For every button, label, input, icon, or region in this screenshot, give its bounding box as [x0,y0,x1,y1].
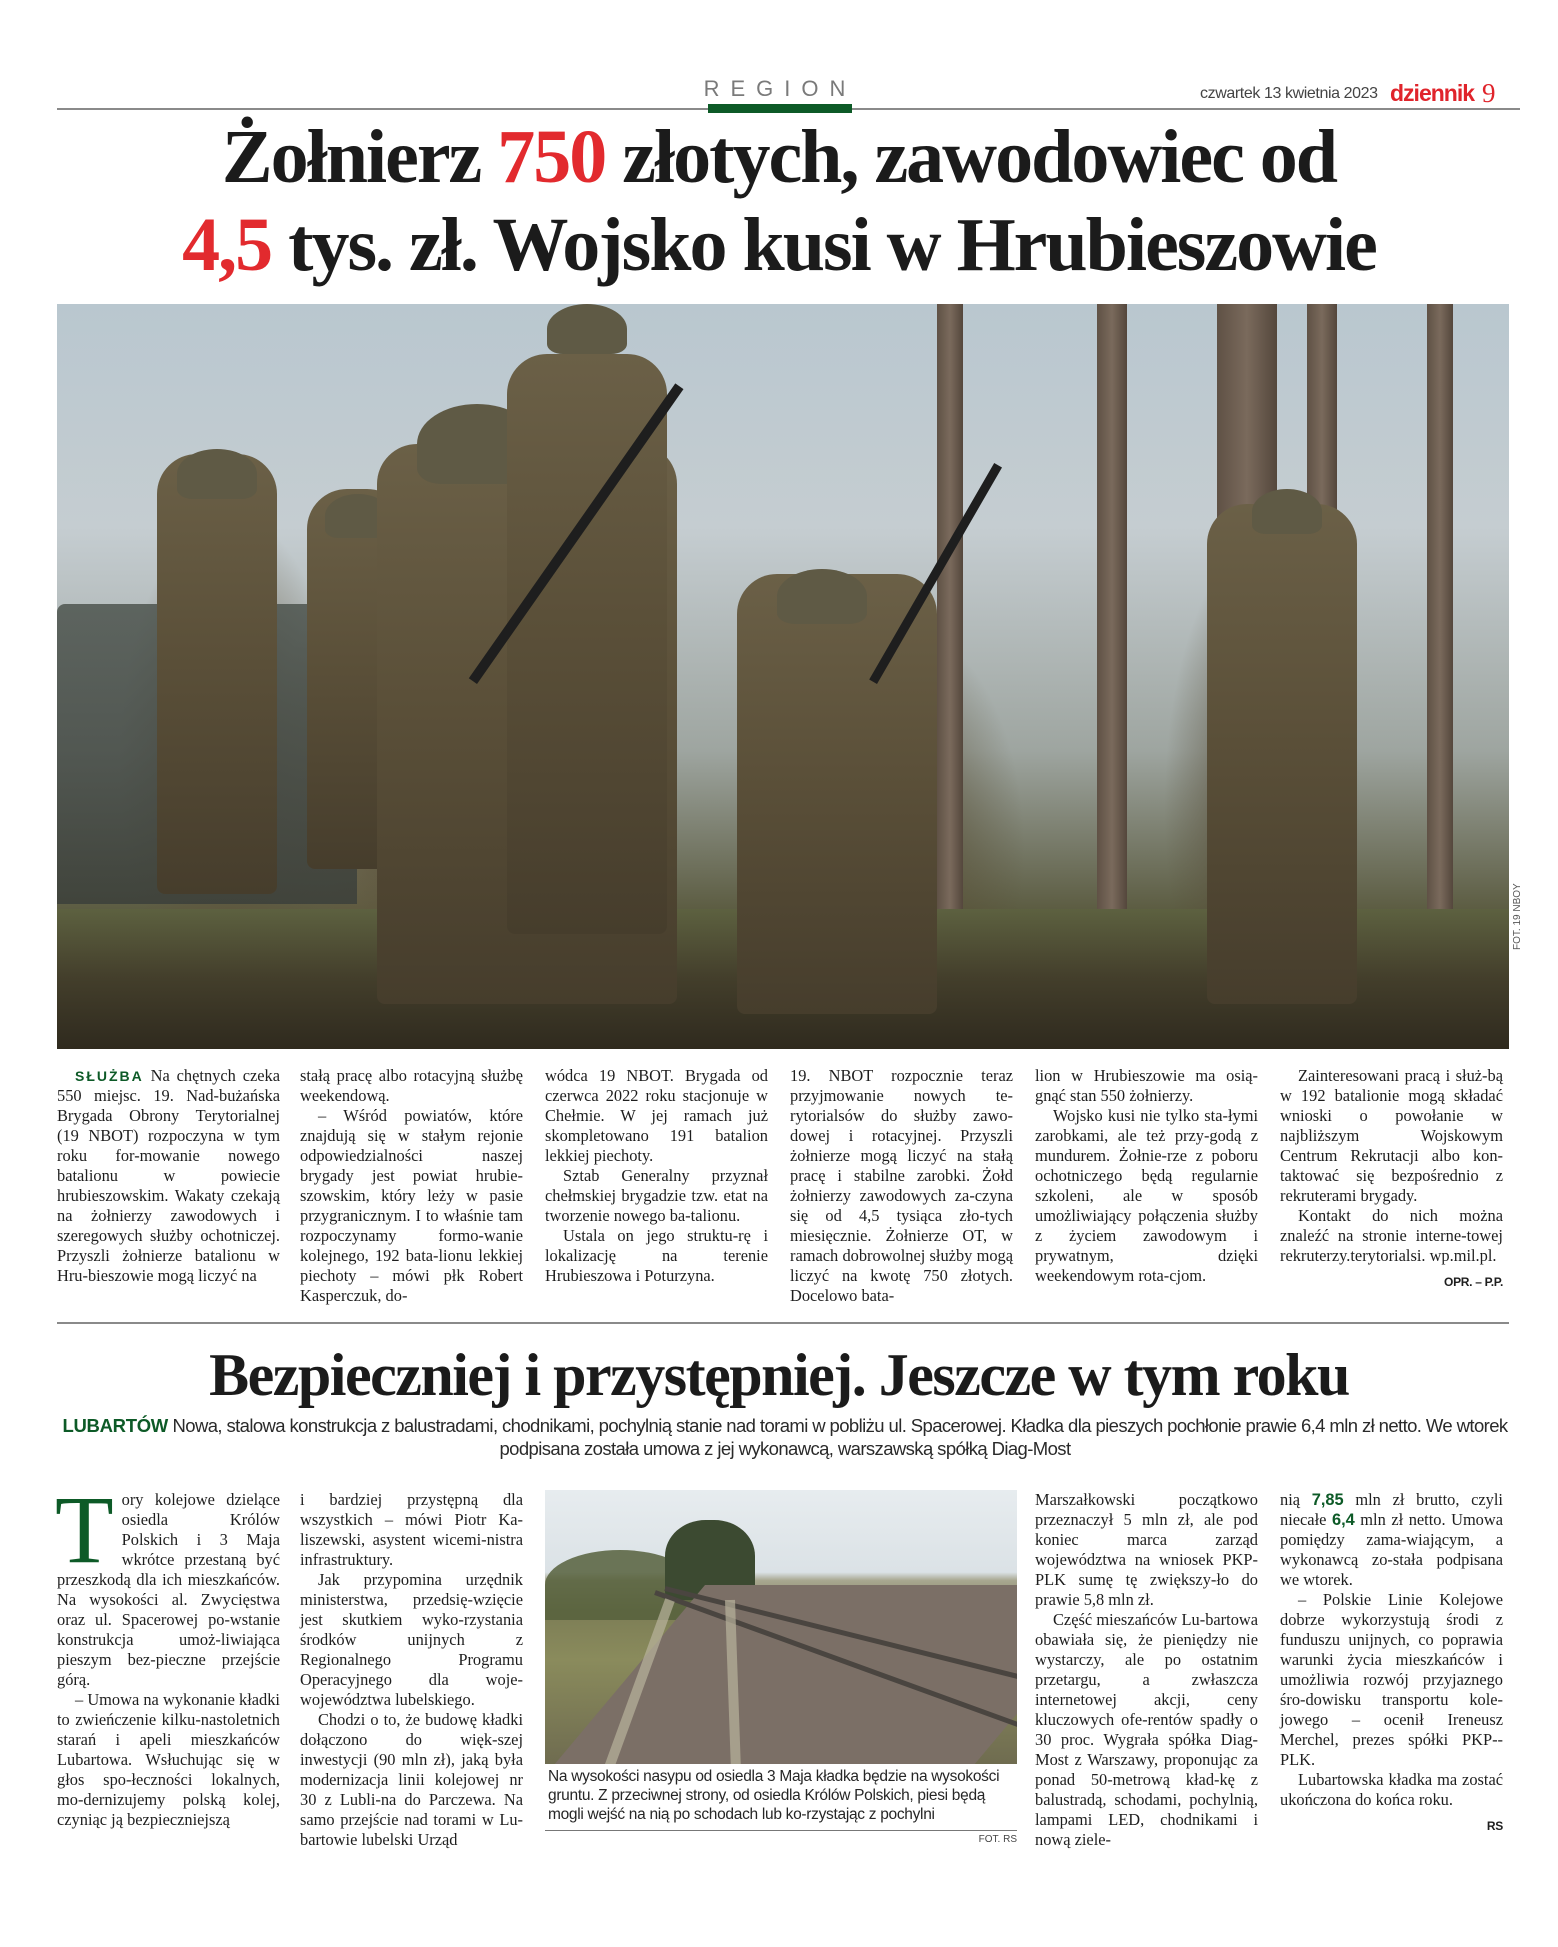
highlight-amount: 7,85 [1311,1491,1344,1509]
paragraph: Ustala on jego struktu-rę i lokalizację na terenie Hrubieszowa i Poturzyna. [545,1226,768,1285]
paragraph: lion w Hrubieszowie ma osią-gnąć stan 550 żołnierzy. [1035,1066,1258,1105]
article2-headline: Bezpieczniej i przystępniej. Jeszcze w tym roku [209,1342,1349,1408]
newspaper-logo: dziennik [1390,80,1475,106]
article1-headline-line1 [0,112,1558,202]
article2-column-3 [1035,1490,1258,1850]
issue-date: czwartek 13 kwietnia 2023 [1200,85,1378,102]
paragraph: – Umowa na wykonanie kładki to zwieńczenie kilku-nastoletnich starań i apeli mieszkańców Lubartowa. Wsłuchując się w głos spo-łeczności lokalnych, mo-dernizujemy polską kolej, czyniąc ją bezpieczniejszą [57,1690,280,1829]
author-signature: OPR. – P.P. [1444,1275,1503,1289]
paragraph: – Wśród powiatów, które znajdują się w stałym rejonie odpowiedzialności naszej brygady jest powiat hrubie-szowskim, który leży w pasie przygranicznym. I to właśnie tam rozpoczynamy formo-wanie kolejnego, 192 bata-lionu lekkiej piechoty – mówi płk Robert Kasperczuk, do- [300,1106,523,1305]
headline-text: Żołnierz [221,115,498,199]
article1-column-4 [790,1066,1013,1306]
article2-column-2 [300,1490,523,1850]
paragraph-text: nią [1280,1490,1312,1509]
paragraph: stałą pracę albo rotacyjną służbę weekendową. [300,1066,523,1105]
section-label: REGION [703,76,857,101]
railway-photo [545,1490,1017,1764]
paragraph: Zainteresowani pracą i służ-bą w 192 batalionie mogą składać wnioski o powołanie w najbliższym Wojskowym Centrum Rekrutacji albo kon-taktować się bezpośrednio z rekruterami brygady. [1280,1066,1503,1205]
paragraph-text: mln zł netto. Umowa pomiędzy zama-wiającym, a wykonawcą zo-stała podpisana we wtorek. [1280,1510,1503,1589]
article1-column-5 [1035,1066,1258,1286]
paragraph-text: ory kolejowe dzielące osiedla Królów Polskich i 3 Maja wkrótce przestaną być przeszkodą dla ich mieszkańców. Na wysokości al. Zwycięstwa oraz ul. Spacerowej po-wstanie konstrukcja umoż-liwiająca pieszym bez-pieczne przejście górą. [57,1490,280,1689]
highlight-amount: 6,4 [1331,1511,1355,1529]
paragraph [57,1066,280,1286]
article1-column-3 [545,1066,768,1286]
paragraph: wódca 19 NBOT. Brygada od czerwca 2022 roku stacjonuje w Chełmie. W jej ramach już skompletowano 191 batalion lekkiej piechoty. [545,1066,768,1165]
page-number: 9 [1482,78,1496,108]
paragraph: Marszałkowski początkowo przeznaczył 5 mln zł, ale pod koniec marca zarząd województwa na wniosek PKP-PLK sumę tę zwiększy-ło do prawie 5,8 mln zł. [1035,1490,1258,1609]
paragraph: – Polskie Linie Kolejowe dobrze wykorzystują środi z funduszu unijnych, co poprawia warunki życia mieszkańców i umożliwia rozwój przyjaznego śro-dowisku transportu kole-jowego – ocenił Ireneusz Merchel, prezes spółki PKP--PLK. [1280,1590,1503,1769]
article1-headline-line2 [0,200,1558,290]
paragraph: Sztab Generalny przyznał chełmskiej brygadzie tzw. etat na tworzenie nowego ba-talionu. [545,1166,768,1225]
author-signature: RS [1486,1819,1503,1833]
paragraph-text: Na chętnych czeka 550 miejsc. 19. Nad-bużańska Brygada Obrony Terytorialnej (19 NBOT) rozpoczyna w tym roku for-mowanie nowego batalionu w powiecie hrubieszowskim. Wakaty czekają na żołnierzy zawodowych i szeregowych służby ochotniczej. Przyszli żołnierze batalionu w Hru-bieszowie mogą liczyć na [57,1066,280,1285]
paragraph-text: mln zł brutto, czyli niecałe [1280,1490,1503,1529]
article2-column-1 [55,1476,280,1830]
drop-cap: T [55,1476,114,1583]
paragraph: Jak przypomina urzędnik ministerstwa, przedsię-wzięcie jest skutkiem wyko-rzystania środków unijnych z Regionalnego Programu Operacyjnego dla woje-województwa lubelskiego. [300,1570,523,1709]
paragraph: Chodzi o to, że budowę kładki dołączono do więk-szej inwestycji (90 mln zł), jaką była modernizacja linii kolejowej nr 30 z Lubli-na do Parczewa. Na samo przejście nad torami w Lu-bartowie lubelski Urząd [300,1710,523,1849]
lead-label: SŁUŻBA [75,1068,144,1084]
paragraph: Kontakt do nich można znaleźć na stronie interne-towej rekruterzy.terytorialsi. wp.mil.pl. [1280,1206,1503,1265]
headline-text: złotych, zawodowiec od [605,115,1337,199]
paragraph [55,1476,280,1690]
paragraph: Wojsko kusi nie tylko sta-łymi zarobkami, ale też przy-godą z mundurem. Żołnie-rze z poboru ochotniczego będą regularnie szkoleni, ale w sposób umożliwiający połączenia służby z życiem zawodowym i prywatnym, dzięki weekendowym rota-cjom. [1035,1106,1258,1285]
headline-highlight: 750 [497,115,606,199]
photo-credit: FOT. RS [978,1834,1017,1845]
soldiers-photo [57,304,1509,1049]
headline-highlight: 4,5 [182,203,272,287]
article1-column-2 [300,1066,523,1306]
article1-column-1 [57,1066,280,1286]
paragraph [1280,1490,1503,1590]
paragraph: Lubartowska kładka ma zostać ukończona do końca roku. [1280,1770,1503,1809]
deck-text: Nowa, stalowa konstrukcja z balustradami, chodnikami, pochylnią stanie nad torami w pobliżu ul. Spacerowej. Kładka dla pieszych pochłonie prawie 6,4 mln zł netto. We wtorek podpisana została umowa z jej wykonawcą, warszawską spółką Diag-Most [167,1415,1508,1459]
photo-credit: FOT. 19 NBOY [1512,883,1523,950]
paragraph: Część mieszańców Lu-bartowa obawiała się, że pieniędzy nie wystarczy, ale po ostatnim przetargu, a zwłaszcza internetowej akcji, ceny kluczowych ofe-rentów spadły o 30 proc. Wygrała spółka Diag-Most z Warszawy, proponując za ponad 50-metrową kład-kę z balustradą, schodami, pochylnią, lampami LED, chodnikami i nową ziele- [1035,1610,1258,1849]
article2-column-4 [1280,1490,1503,1836]
deck-place: LUBARTÓW [62,1415,168,1436]
paragraph: 19. NBOT rozpocznie teraz przyjmowanie nowych te-rytorialsów do służby zawo-dowej i rotacyjnej. Przyszli żołnierze mogą liczyć na stałą pracę i stabilne zarobki. Żołd żołnierzy zawodowych za-czyna się od 4,5 tysiąca zło-tych miesięcznie. Żołnierze OT, w ramach dobrowolnej służby mogą liczyć na kwotę 750 złotych. Docelowo bata- [790,1066,1013,1305]
article-divider [57,1322,1509,1324]
paragraph: i bardziej przystępną dla wszystkich – mówi Piotr Ka-liszewski, asystent wicemi-nistra infrastruktury. [300,1490,523,1569]
photo-caption: Na wysokości nasypu od osiedla 3 Maja kładka będzie na wysokości gruntu. Z przeciwnej strony, od osiedla Królów Polskich, piesi będą mogli wejść na nią po schodach lub ko-rzystając z pochylni [548,1768,1000,1823]
article2-deck [60,1414,1510,1460]
headline-text: tys. zł. Wojsko kusi w Hrubieszowie [271,203,1376,287]
caption-rule [545,1830,1017,1831]
article1-column-6 [1280,1066,1503,1292]
